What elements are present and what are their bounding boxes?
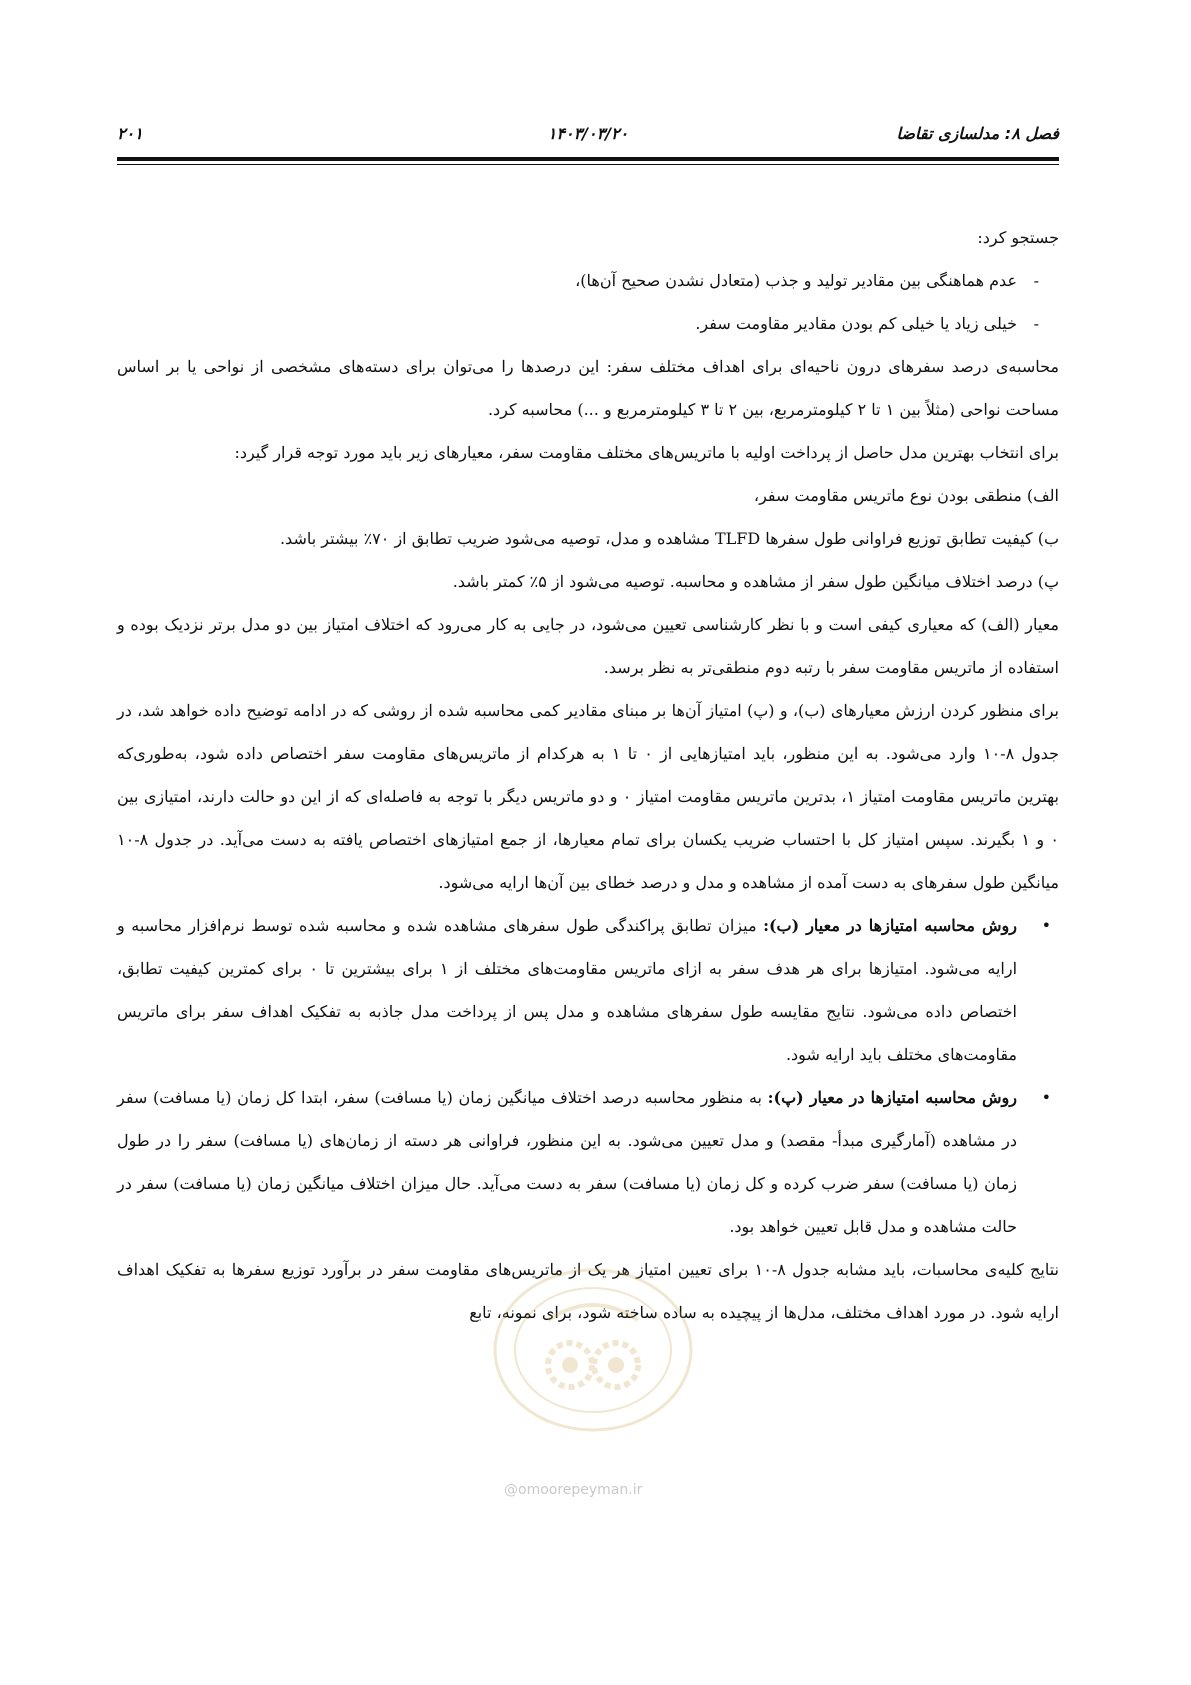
criterion-item: الف) منطقی بودن نوع ماتریس مقاومت سفر،	[753, 486, 1059, 505]
page-number: ۲۰۱	[117, 124, 143, 143]
watermark-seal-icon	[488, 1265, 698, 1435]
intro-line: جستجو کرد:	[977, 228, 1059, 247]
header-date: ۱۴۰۳/۰۳/۲۰	[547, 124, 629, 143]
header-rule-thick	[117, 157, 1059, 161]
header-rule-thin	[117, 164, 1059, 165]
paragraph: معیار (الف) که معیاری کیفی است و با نظر کارشناسی تعیین می‌شود، در جایی به کار می‌رود که اختلاف امتیاز بین دو مدل برتر نزدیک بوده و استفاده از ماتریس مقاومت سفر با رتبه دوم منطقی‌تر به نظر برسد.	[117, 615, 1060, 677]
paragraph: نتایج کلیه‌ی محاسبات، باید مشابه جدول ۸-۱۰ برای تعیین امتیاز هر یک از ماتریس‌های مقاومت سفر در برآورد توزیع سفرها به تفکیک اهداف ارایه شود. در مورد اهداف مختلف، مدل‌ها از پیچیده به ساده ساخته شود، برای نمونه، تابع	[117, 1260, 1059, 1322]
chapter-title: فصل ۸: مدلسازی تقاضا	[896, 124, 1059, 143]
criterion-item: پ) درصد اختلاف میانگین طول سفر از مشاهده و محاسبه. توصیه می‌شود از ۵٪ کمتر باشد.	[452, 572, 1059, 591]
bullet-item: • روش محاسبه امتیازها در معیار (ب): میزان تطابق پراکندگی طول سفرهای مشاهده شده و محاسبه شده توسط نرم‌افزار محاسبه و ارایه می‌شود. امتیازها برای هر هدف سفر به ازای ماتریس مقاومت‌های مختلف از ۱ برای بیشترین تا ۰ برای کمترین کیفیت تطابق، اختصاص داده می‌شود. نتایج مقایسه طول سفرهای مشاهده و مدل پس از پرداخت مدل جاذبه به تفکیک اهداف سفر برای ماتریس مقاومت‌های مختلف باید ارایه شود.	[117, 904, 1059, 1076]
bullet-icon: •	[1041, 916, 1051, 935]
bullet-icon: •	[1041, 1088, 1051, 1107]
dash-item: -عدم هماهنگی بین مقادیر تولید و جذب (متعادل نشدن صحیح آن‌ها)،	[575, 271, 1039, 290]
paragraph: برای انتخاب بهترین مدل حاصل از پرداخت اولیه با ماتریس‌های مختلف مقاومت سفر، معیارهای زیر باید مورد توجه قرار گیرد:	[234, 443, 1059, 462]
running-header	[117, 124, 1059, 152]
bullet-item: • روش محاسبه امتیازها در معیار (پ): به منظور محاسبه درصد اختلاف میانگین زمان (یا مسافت) سفر، ابتدا کل زمان (یا مسافت) سفر در مشاهده (آمارگیری مبدأ- مقصد) و مدل تعیین می‌شود. به این منظور، فراوانی هر دسته از زمان‌های (یا مسافت) سفر را در طول زمان (یا مسافت) سفر ضرب کرده و کل زمان (یا مسافت) سفر به دست می‌آید. حال میزان اختلاف میانگین زمان (یا مسافت) سفر در حالت مشاهده و مدل قابل تعیین خواهد بود.	[117, 1076, 1059, 1248]
criterion-item: ب) کیفیت تطابق توزیع فراوانی طول سفرها TLFD مشاهده و مدل، توصیه می‌شود ضریب تطابق از ۷۰٪ بیشتر باشد.	[279, 529, 1059, 548]
paragraph: محاسبه‌ی درصد سفرهای درون ناحیه‌ای برای اهداف مختلف سفر: این درصدها را می‌توان برای دسته‌های مشخصی از نواحی یا بر اساس مساحت نواحی (مثلاً بین ۱ تا ۲ کیلومترمربع، بین ۲ تا ۳ کیلومترمربع و ...) محاسبه کرد.	[117, 357, 1060, 419]
paragraph: برای منظور کردن ارزش معیارهای (ب)، و (پ) امتیاز آن‌ها بر مبنای مقادیر کمی محاسبه شده از روشی که در ادامه توضیح داده خواهد شد، در جدول ۸-۱۰ وارد می‌شود. به این منظور، باید امتیازهایی از ۰ تا ۱ به هرکدام از ماتریس‌های مقاومت سفر اختصاص داده شود، به‌طوری‌که بهترین ماتریس مقاومت امتیاز ۱، بدترین ماتریس مقاومت امتیاز ۰ و دو ماتریس دیگر با توجه به فاصله‌ای که از این دو حالت دارند، امتیازی بین ۰ و ۱ بگیرند. سپس امتیاز کل با احتساب ضریب یکسان برای تمام معیارها، از جمع امتیازهای اختصاص یافته به دست می‌آید. در جدول ۸-۱۰ میانگین طول سفرهای به دست آمده از مشاهده و مدل و درصد خطای بین آن‌ها ارایه می‌شود.	[117, 701, 1060, 892]
body-text	[117, 216, 1059, 1334]
watermark-url: @omoorepeyman.ir	[504, 1482, 643, 1498]
dash-item: -خیلی زیاد یا خیلی کم بودن مقادیر مقاومت سفر.	[695, 314, 1039, 333]
